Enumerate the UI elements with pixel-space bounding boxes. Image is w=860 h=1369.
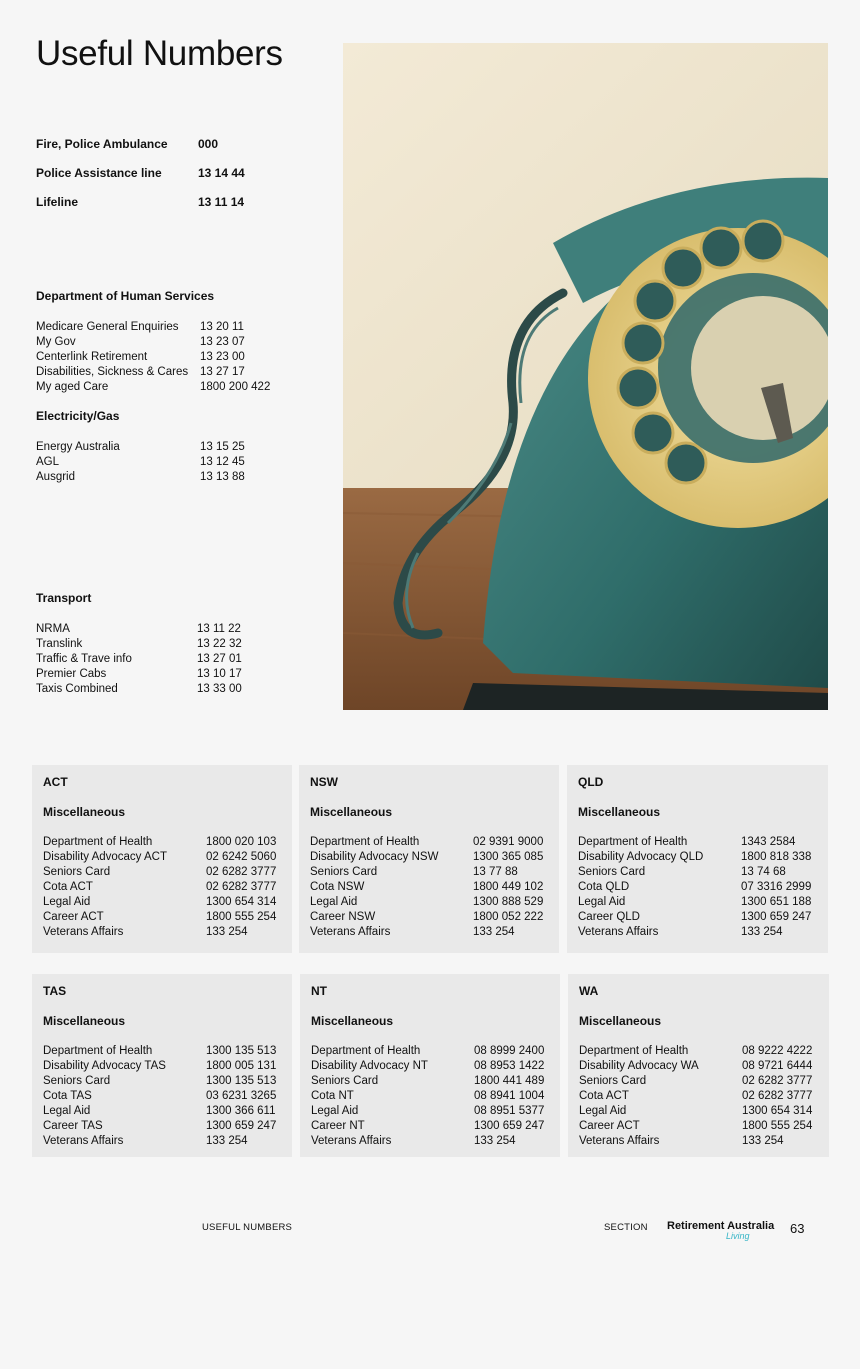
list-item <box>43 910 280 925</box>
emergency-row <box>36 195 296 224</box>
service-name: Seniors Card <box>578 866 646 878</box>
state-card-nsw <box>299 765 559 953</box>
list-item <box>43 880 280 895</box>
service-name: Career ACT <box>43 911 104 923</box>
phone-number: 13 22 32 <box>197 638 242 650</box>
phone-number: 02 6282 3777 <box>206 881 277 893</box>
brand-logo-text: Retirement Australia <box>667 1220 775 1232</box>
contact-list <box>310 835 547 940</box>
list-item <box>310 910 547 925</box>
state-subheading: Miscellaneous <box>311 1014 394 1028</box>
service-name: Veterans Affairs <box>310 926 391 938</box>
service-name: Seniors Card <box>311 1075 379 1087</box>
list-item <box>36 470 316 485</box>
service-name: Legal Aid <box>311 1105 359 1117</box>
service-name: Department of Health <box>310 836 420 848</box>
list-item <box>36 637 316 652</box>
state-subheading: Miscellaneous <box>578 805 661 819</box>
state-subheading: Miscellaneous <box>579 1014 662 1028</box>
phone-number: 1800 052 222 <box>473 911 544 923</box>
contact-list <box>311 1044 548 1149</box>
phone-number: 08 8999 2400 <box>474 1045 545 1057</box>
list-item <box>579 1074 817 1089</box>
list-item <box>579 1104 817 1119</box>
state-heading: NT <box>311 984 327 998</box>
service-name: Seniors Card <box>43 866 111 878</box>
list-item <box>310 895 547 910</box>
service-name: Cota ACT <box>43 881 93 893</box>
human-services-section <box>36 289 316 395</box>
service-name: Traffic & Trave info <box>36 653 132 665</box>
phone-number: 13 12 45 <box>200 456 245 468</box>
list-item <box>36 440 316 455</box>
list-item <box>36 682 316 697</box>
service-name: Career TAS <box>43 1120 103 1132</box>
phone-number: 1300 135 513 <box>206 1045 277 1057</box>
service-name: Veterans Affairs <box>579 1135 660 1147</box>
phone-number: 1800 441 489 <box>474 1075 545 1087</box>
list-item <box>311 1074 548 1089</box>
rotary-telephone-photo <box>343 43 828 710</box>
list-item <box>43 835 280 850</box>
list-item <box>43 1119 280 1134</box>
telephone-illustration <box>343 43 828 710</box>
phone-number: 1800 449 102 <box>473 881 544 893</box>
list-item <box>311 1089 548 1104</box>
phone-number: 1800 020 103 <box>206 836 277 848</box>
phone-number: 13 11 22 <box>197 623 241 635</box>
section-heading: Department of Human Services <box>36 289 215 303</box>
phone-number: 1343 2584 <box>741 836 796 848</box>
list-item <box>36 380 316 395</box>
phone-number: 1800 818 338 <box>741 851 812 863</box>
service-name: Disability Advocacy WA <box>579 1060 699 1072</box>
service-name: Seniors Card <box>310 866 378 878</box>
state-card-nt <box>300 974 560 1157</box>
state-card-wa <box>568 974 829 1157</box>
emergency-list <box>36 137 296 224</box>
list-item <box>36 350 316 365</box>
phone-number: 1300 654 314 <box>742 1105 813 1117</box>
phone-number: 000 <box>198 137 219 151</box>
list-item <box>43 850 280 865</box>
phone-number: 13 27 01 <box>197 653 242 665</box>
phone-number: 13 13 88 <box>200 471 245 483</box>
phone-number: 02 6282 3777 <box>742 1090 813 1102</box>
phone-number: 13 23 07 <box>200 336 245 348</box>
state-subheading: Miscellaneous <box>43 805 126 819</box>
phone-number: 1300 135 513 <box>206 1075 277 1087</box>
list-item <box>311 1134 548 1149</box>
list-item <box>578 925 816 940</box>
list-item <box>578 895 816 910</box>
phone-number: 133 254 <box>742 1135 784 1147</box>
list-item <box>310 880 547 895</box>
list-item <box>579 1119 817 1134</box>
list-item <box>36 335 316 350</box>
service-name: Disabilities, Sickness & Cares <box>36 366 189 378</box>
service-name: Department of Health <box>43 1045 153 1057</box>
service-name: Fire, Police Ambulance <box>36 137 168 151</box>
list-item <box>43 1089 280 1104</box>
phone-number: 13 15 25 <box>200 441 245 453</box>
phone-number: 07 3316 2999 <box>741 881 812 893</box>
service-name: Legal Aid <box>579 1105 627 1117</box>
list-item <box>578 835 816 850</box>
state-subheading: Miscellaneous <box>43 1014 126 1028</box>
service-name: Veterans Affairs <box>578 926 659 938</box>
list-item <box>578 910 816 925</box>
service-name: Department of Health <box>579 1045 689 1057</box>
state-heading: QLD <box>578 775 604 789</box>
phone-number: 08 9721 6444 <box>742 1060 813 1072</box>
phone-number: 13 11 14 <box>198 195 245 209</box>
service-name: Premier Cabs <box>36 668 107 680</box>
phone-number: 1300 888 529 <box>473 896 544 908</box>
state-heading: WA <box>579 984 599 998</box>
service-name: Translink <box>36 638 83 650</box>
phone-number: 13 77 88 <box>473 866 518 878</box>
service-name: Career NSW <box>310 911 376 923</box>
contact-list <box>579 1044 817 1149</box>
contact-list <box>43 835 280 940</box>
service-name: Cota NSW <box>310 881 365 893</box>
state-card-tas <box>32 974 292 1157</box>
phone-number: 133 254 <box>741 926 783 938</box>
list-item <box>36 652 316 667</box>
service-name: Veterans Affairs <box>311 1135 392 1147</box>
list-item <box>579 1044 817 1059</box>
service-name: Department of Health <box>578 836 688 848</box>
service-name: Disability Advocacy ACT <box>43 851 167 863</box>
phone-number: 02 9391 9000 <box>473 836 544 848</box>
phone-number: 1800 005 131 <box>206 1060 277 1072</box>
phone-number: 13 27 17 <box>200 366 245 378</box>
service-name: Legal Aid <box>43 1105 91 1117</box>
contact-list <box>43 1044 280 1149</box>
phone-number: 1300 659 247 <box>206 1120 277 1132</box>
electricity-section <box>36 409 316 485</box>
phone-number: 13 10 17 <box>197 668 242 680</box>
phone-number: 13 14 44 <box>198 166 245 180</box>
service-name: Career ACT <box>579 1120 640 1132</box>
state-heading: ACT <box>43 775 68 789</box>
state-heading: TAS <box>43 984 67 998</box>
service-name: Lifeline <box>36 195 79 209</box>
service-name: Legal Aid <box>578 896 626 908</box>
footer-section-name: USEFUL NUMBERS <box>202 1222 293 1233</box>
phone-number: 1300 365 085 <box>473 851 544 863</box>
list-item <box>43 1104 280 1119</box>
phone-number: 1300 659 247 <box>741 911 812 923</box>
list-item <box>43 895 280 910</box>
emergency-row <box>36 137 296 166</box>
service-name: Disability Advocacy NSW <box>310 851 439 863</box>
list-item <box>579 1089 817 1104</box>
service-name: Disability Advocacy QLD <box>578 851 704 863</box>
service-name: Career QLD <box>578 911 640 923</box>
phone-number: 1300 366 611 <box>206 1105 276 1117</box>
state-card-act <box>32 765 292 953</box>
list-item <box>311 1104 548 1119</box>
service-name: Cota NT <box>311 1090 354 1102</box>
list-item <box>36 365 316 380</box>
service-name: My Gov <box>36 336 76 348</box>
service-name: Career NT <box>311 1120 365 1132</box>
service-name: Taxis Combined <box>36 683 118 695</box>
list-item <box>43 1059 280 1074</box>
state-card-qld <box>567 765 828 953</box>
phone-number: 08 9222 4222 <box>742 1045 813 1057</box>
service-name: Disability Advocacy NT <box>311 1060 428 1072</box>
phone-number: 1800 555 254 <box>206 911 277 923</box>
service-name: Cota QLD <box>578 881 630 893</box>
service-name: Medicare General Enquiries <box>36 321 179 333</box>
service-name: Cota TAS <box>43 1090 92 1102</box>
list-item <box>578 865 816 880</box>
list-item <box>311 1044 548 1059</box>
service-name: Legal Aid <box>43 896 91 908</box>
footer-section-label: SECTION <box>604 1222 648 1233</box>
list-item <box>310 925 547 940</box>
phone-number: 133 254 <box>474 1135 516 1147</box>
list-item <box>310 865 547 880</box>
phone-number: 13 33 00 <box>197 683 242 695</box>
list-item <box>311 1119 548 1134</box>
state-heading: NSW <box>310 775 338 789</box>
state-subheading: Miscellaneous <box>310 805 393 819</box>
phone-number: 133 254 <box>206 926 248 938</box>
phone-number: 02 6282 3777 <box>206 866 277 878</box>
list-item <box>43 865 280 880</box>
service-name: Police Assistance line <box>36 166 162 180</box>
phone-number: 133 254 <box>473 926 515 938</box>
contact-list <box>578 835 816 940</box>
list-item <box>36 320 316 335</box>
phone-number: 03 6231 3265 <box>206 1090 277 1102</box>
service-name: Veterans Affairs <box>43 1135 124 1147</box>
service-name: Department of Health <box>43 836 153 848</box>
phone-number: 08 8941 1004 <box>474 1090 545 1102</box>
service-name: Seniors Card <box>43 1075 111 1087</box>
list-item <box>43 1044 280 1059</box>
page-title: Useful Numbers <box>36 34 283 73</box>
list-item <box>43 1134 280 1149</box>
list-item <box>311 1059 548 1074</box>
list-item <box>578 880 816 895</box>
service-name: My aged Care <box>36 381 109 393</box>
phone-number: 133 254 <box>206 1135 248 1147</box>
service-name: Veterans Affairs <box>43 926 124 938</box>
phone-number: 08 8951 5377 <box>474 1105 545 1117</box>
list-item <box>310 850 547 865</box>
emergency-row <box>36 166 296 195</box>
service-name: Disability Advocacy TAS <box>43 1060 166 1072</box>
page-number: 63 <box>790 1221 805 1236</box>
service-name: Ausgrid <box>36 471 75 483</box>
phone-number: 02 6242 5060 <box>206 851 277 863</box>
service-name: Legal Aid <box>310 896 358 908</box>
phone-number: 13 20 11 <box>200 321 244 333</box>
list-item <box>36 667 316 682</box>
list-item <box>579 1059 817 1074</box>
phone-number: 1300 654 314 <box>206 896 277 908</box>
list-item <box>43 1074 280 1089</box>
service-name: NRMA <box>36 623 70 635</box>
phone-number: 13 23 00 <box>200 351 245 363</box>
phone-number: 1800 200 422 <box>200 381 271 393</box>
service-name: Department of Health <box>311 1045 421 1057</box>
section-heading: Electricity/Gas <box>36 409 120 423</box>
phone-number: 1300 659 247 <box>474 1120 545 1132</box>
list-item <box>578 850 816 865</box>
list-item <box>310 835 547 850</box>
phone-number: 1800 555 254 <box>742 1120 813 1132</box>
list-item <box>579 1134 817 1149</box>
service-name: Cota ACT <box>579 1090 629 1102</box>
phone-number: 1300 651 188 <box>741 896 812 908</box>
phone-number: 13 74 68 <box>741 866 786 878</box>
phone-number: 02 6282 3777 <box>742 1075 813 1087</box>
section-heading: Transport <box>36 591 92 605</box>
transport-section <box>36 591 316 697</box>
service-name: Seniors Card <box>579 1075 647 1087</box>
list-item <box>36 455 316 470</box>
service-name: Centerlink Retirement <box>36 351 148 363</box>
list-item <box>43 925 280 940</box>
list-item <box>36 622 316 637</box>
phone-number: 08 8953 1422 <box>474 1060 545 1072</box>
service-name: Energy Australia <box>36 441 120 453</box>
brand-logo-subtext: Living <box>726 1231 750 1241</box>
service-name: AGL <box>36 456 60 468</box>
